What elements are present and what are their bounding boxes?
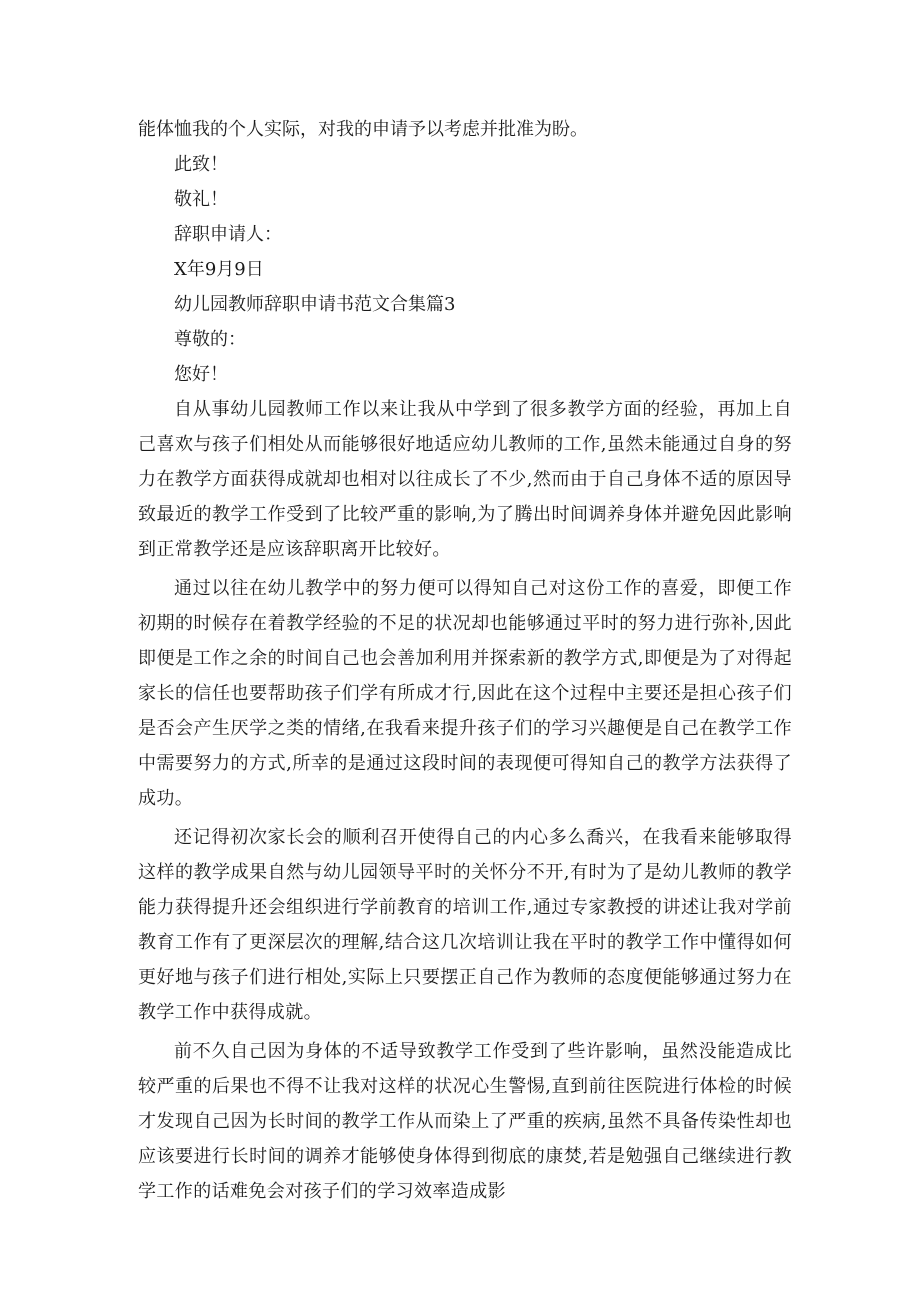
body-paragraph-2: 通过以往在幼儿教学中的努力便可以得知自己对这份工作的喜爱，即便工作初期的时候存在着教学经验的不足的状况却也能够通过平时的努力进行弥补,因此即便是工作之余的时间自己也会善加利用并探索新的教学方式,即便是为了对得起家长的信任也要帮助孩子们学有所成才行,因此在这个过程中主要还是担心孩子们是否会产生厌学之类的情绪,在我看来提升孩子们的学习兴趣便是自己在教学工作中需要努力的方式,所幸的是通过这段时间的表现便可得知自己的教学方法获得了成功。 — [138, 578, 792, 809]
body-paragraph-1: 自从事幼儿园教师工作以来让我从中学到了很多教学方面的经验，再加上自己喜欢与孩子们相处从而能够很好地适应幼儿教师的工作,虽然未能通过自身的努力在教学方面获得成就却也相对以往成长了不少,然而由于自己身体不适的原因导致最近的教学工作受到了比较严重的影响,为了腾出时间调养身体并避免因此影响到正常教学还是应该辞职离开比较好。 — [138, 399, 792, 560]
document-body — [138, 112, 792, 1209]
closing-line-2: 敬礼！ — [174, 189, 228, 210]
continuation-line: 能体恤我的个人实际，对我的申请予以考虑并批准为盼。 — [138, 119, 588, 140]
section-title: 幼儿园教师辞职申请书范文合集篇3 — [174, 294, 456, 315]
body-paragraph-4: 前不久自己因为身体的不适导致教学工作受到了些许影响，虽然没能造成比较严重的后果也不得不让我对这样的状况心生警惕,直到前往医院进行体检的时候才发现自己因为长时间的教学工作从而染上了严重的疾病,虽然不具备传染性却也应该要进行长时间的调养才能够使身体得到彻底的康焚,若是勉强自己继续进行教学工作的话难免会对孩子们的学习效率造成影 — [138, 1041, 792, 1202]
closing-line-1: 此致！ — [174, 154, 228, 175]
greeting: 您好！ — [174, 364, 228, 385]
date-line: X年9月9日 — [174, 259, 264, 280]
salutation: 尊敬的： — [174, 329, 246, 350]
body-paragraph-3: 还记得初次家长会的顺利召开使得自己的内心多么喬兴，在我看来能够取得这样的教学成果自然与幼儿园领导平时的关怀分不开,有时为了是幼儿教师的教学能力获得提升还会组织进行学前教育的培训工作,通过专家教授的讲述让我对学前教育工作有了更深层次的理解,结合这几次培训让我在平时的教学工作中懂得如何更好地与孩子们进行相处,实际上只要摆正自己作为教师的态度便能够通过努力在教学工作中获得成就。 — [138, 827, 792, 1023]
signature-label: 辞职申请人： — [174, 224, 282, 245]
